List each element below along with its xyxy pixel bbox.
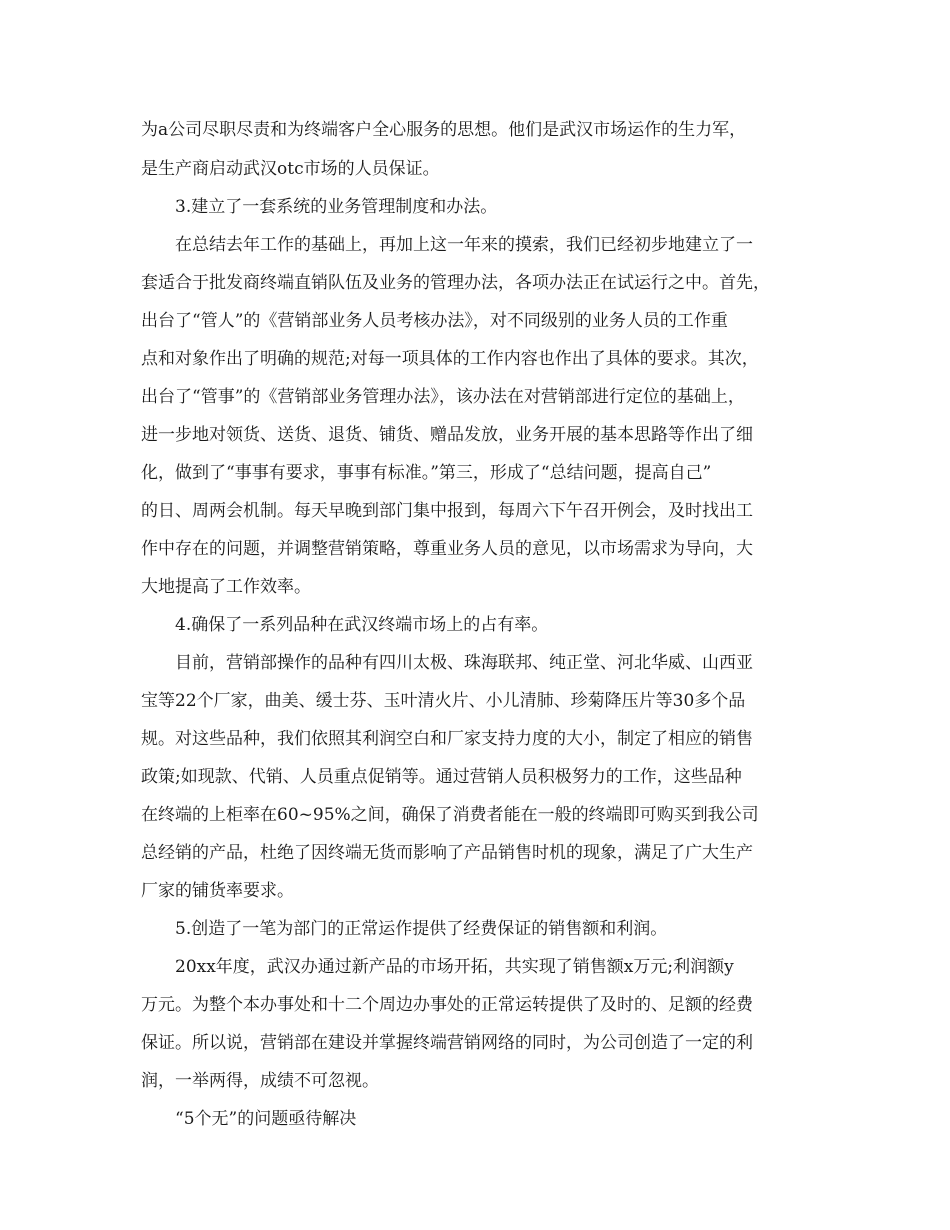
text-line: 套适合于批发商终端直销队伍及业务的管理办法，各项办法正在试运行之中。首先， [141, 273, 770, 293]
text-line: 大地提高了工作效率。 [141, 577, 311, 597]
text-line: 万元。为整个本办事处和十二个周边办事处的正常运转提供了及时的、足额的经费 [141, 995, 753, 1015]
text-line: 目前，营销部操作的品种有四川太极、珠海联邦、纯正堂、河北华威、山西亚 [175, 653, 753, 673]
section-heading: 5.创造了一笔为部门的正常运作提供了经费保证的销售额和利润。 [175, 919, 668, 939]
section-heading: 4.确保了一系列品种在武汉终端市场上的占有率。 [175, 615, 549, 635]
text-line: 保证。所以说，营销部在建设并掌握终端营销网络的同时，为公司创造了一定的利 [141, 1033, 753, 1053]
text-line: 作中存在的问题，并调整营销策略，尊重业务人员的意见，以市场需求为导向，大 [141, 539, 753, 559]
section-heading: “5个无”的问题亟待解决 [175, 1109, 357, 1129]
text-line: 在终端的上柜率在60~95%之间，确保了消费者能在一般的终端即可购买到我公司 [141, 805, 759, 825]
text-line: 厂家的铺货率要求。 [141, 881, 294, 901]
text-line: 为a公司尽职尽责和为终端客户全心服务的思想。他们是武汉市场运作的生力军， [141, 120, 747, 140]
text-line: 政策;如现款、代销、人员重点促销等。通过营销人员积极努力的工作，这些品种 [141, 767, 742, 787]
text-line: 20xx年度，武汉办通过新产品的市场开拓，共实现了销售额x万元;利润额y [175, 957, 734, 977]
section-heading: 3.建立了一套系统的业务管理制度和办法。 [175, 197, 498, 217]
text-line: 的日、周两会机制。每天早晚到部门集中报到，每周六下午召开例会，及时找出工 [141, 501, 753, 521]
text-line: 宝等22个厂家，曲美、缓士芬、玉叶清火片、小儿清肺、珍菊降压片等30多个品 [141, 691, 746, 711]
text-line: 出台了“管人”的《营销部业务人员考核办法》，对不同级别的业务人员的工作重 [141, 311, 728, 331]
text-line: 点和对象作出了明确的规范;对每一项具体的工作内容也作出了具体的要求。其次， [141, 349, 759, 369]
text-line: 总经销的产品，杜绝了因终端无货而影响了产品销售时机的现象，满足了广大生产 [141, 843, 753, 863]
text-line: 润，一举两得，成绩不可忽视。 [141, 1071, 379, 1091]
text-line: 出台了“管事”的《营销部业务管理办法》，该办法在对营销部进行定位的基础上， [141, 387, 745, 407]
text-line: 规。对这些品种，我们依照其利润空白和厂家支持力度的大小，制定了相应的销售 [141, 729, 753, 749]
text-line: 进一步地对领货、送货、退货、铺货、赠品发放，业务开展的基本思路等作出了细 [141, 425, 753, 445]
text-line: 在总结去年工作的基础上，再加上这一年来的摸索，我们已经初步地建立了一 [175, 235, 753, 255]
text-line: 化，做到了“事事有要求，事事有标准。”第三，形成了“总结问题，提高自己” [141, 463, 712, 483]
text-line: 是生产商启动武汉otc市场的人员保证。 [141, 159, 440, 179]
